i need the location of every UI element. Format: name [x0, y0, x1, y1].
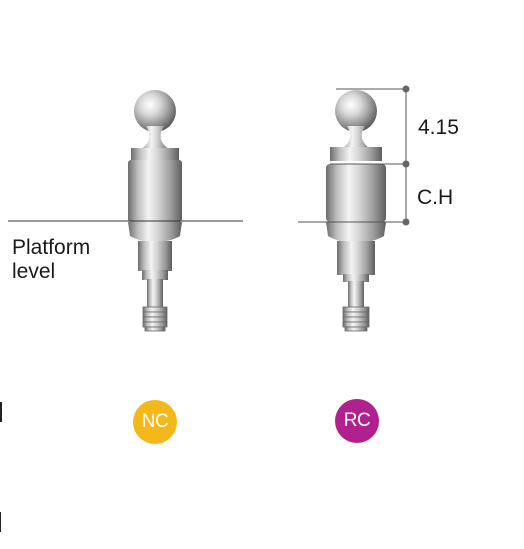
edge-mark	[0, 402, 2, 422]
platform-level-label	[12, 236, 90, 284]
platform-label-line2: level	[12, 260, 56, 283]
edge-mark	[0, 512, 1, 532]
nc-abutment	[128, 90, 182, 331]
platform-label-line1: Platform	[12, 236, 91, 259]
dimension-4-15-label: 4.15	[418, 116, 459, 139]
dimension-ch-label: C.H	[417, 186, 454, 209]
nc-badge: NC	[133, 400, 177, 444]
rc-abutment	[326, 90, 386, 331]
rc-badge: RC	[335, 399, 379, 443]
